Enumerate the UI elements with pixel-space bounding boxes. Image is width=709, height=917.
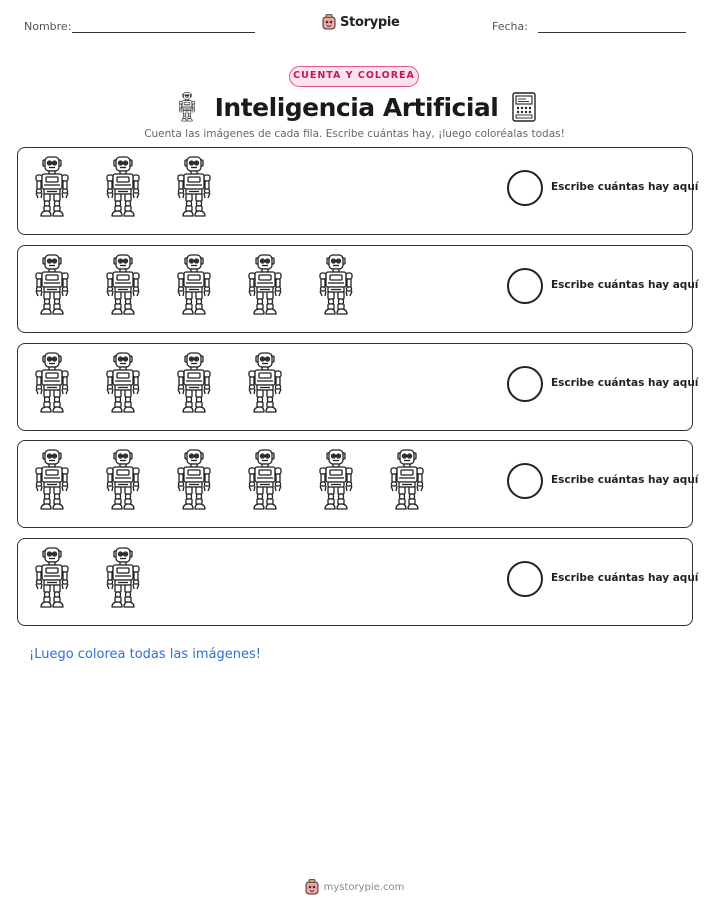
robot-icon[interactable] (103, 352, 143, 414)
answer-circle[interactable] (507, 268, 543, 304)
robot-icon[interactable] (316, 254, 356, 316)
name-line (72, 32, 255, 33)
color-instruction: ¡Luego colorea todas las imágenes! (29, 647, 261, 662)
robot-icon[interactable] (245, 449, 285, 511)
robot-icon[interactable] (32, 352, 72, 414)
robot-icon[interactable] (103, 254, 143, 316)
name-label: Nombre: (24, 20, 72, 33)
counting-row (17, 245, 699, 333)
robot-group (32, 254, 356, 316)
robot-group (32, 547, 143, 609)
robot-icon[interactable] (245, 254, 285, 316)
robot-icon[interactable] (103, 547, 143, 609)
storypie-logo-icon (322, 14, 336, 30)
answer-label: Escribe cuántas hay aquí (551, 181, 699, 193)
robot-icon[interactable] (32, 449, 72, 511)
robot-icon[interactable] (387, 449, 427, 511)
counting-row (17, 538, 699, 626)
robot-icon[interactable] (32, 547, 72, 609)
answer-label: Escribe cuántas hay aquí (551, 474, 699, 487)
counting-row (17, 343, 699, 431)
robot-icon (173, 92, 201, 122)
brand-logo (322, 14, 400, 30)
answer-circle[interactable] (507, 366, 543, 402)
robot-icon[interactable] (316, 449, 356, 511)
activity-badge: CUENTA Y COLOREA (289, 66, 419, 87)
robot-group (32, 352, 285, 414)
storypie-logo-icon (305, 879, 319, 895)
answer-circle[interactable] (507, 170, 543, 206)
brand-name: Storypie (340, 14, 400, 30)
answer-label: Escribe cuántas hay aquí (551, 376, 699, 389)
computer-icon (512, 92, 536, 122)
counting-rows (17, 147, 699, 636)
robot-icon[interactable] (174, 156, 214, 218)
answer-circle[interactable] (507, 463, 543, 499)
robot-icon[interactable] (103, 449, 143, 511)
robot-icon[interactable] (174, 254, 214, 316)
robot-icon[interactable] (103, 156, 143, 218)
robot-icon[interactable] (245, 352, 285, 414)
answer-label: Escribe cuántas hay aquí (551, 572, 699, 584)
date-line (538, 32, 686, 33)
page-footer (0, 879, 709, 895)
counting-row (17, 440, 699, 528)
title-row (0, 89, 709, 125)
instructions-text: Cuenta las imágenes de cada fila. Escribe cuántas hay, ¡luego coloréalas todas! (144, 128, 565, 140)
robot-icon[interactable] (32, 254, 72, 316)
robot-group (32, 449, 427, 511)
robot-icon[interactable] (174, 449, 214, 511)
robot-group (32, 156, 214, 218)
date-label: Fecha: (492, 20, 528, 33)
counting-row (17, 147, 699, 235)
footer-url: mystorypie.com (323, 881, 405, 893)
worksheet-header (0, 0, 709, 50)
robot-icon[interactable] (174, 352, 214, 414)
answer-circle[interactable] (507, 561, 543, 597)
robot-icon[interactable] (32, 156, 72, 218)
page-title: Inteligencia Artificial (214, 92, 499, 122)
answer-label: Escribe cuántas hay aquí (551, 278, 699, 291)
